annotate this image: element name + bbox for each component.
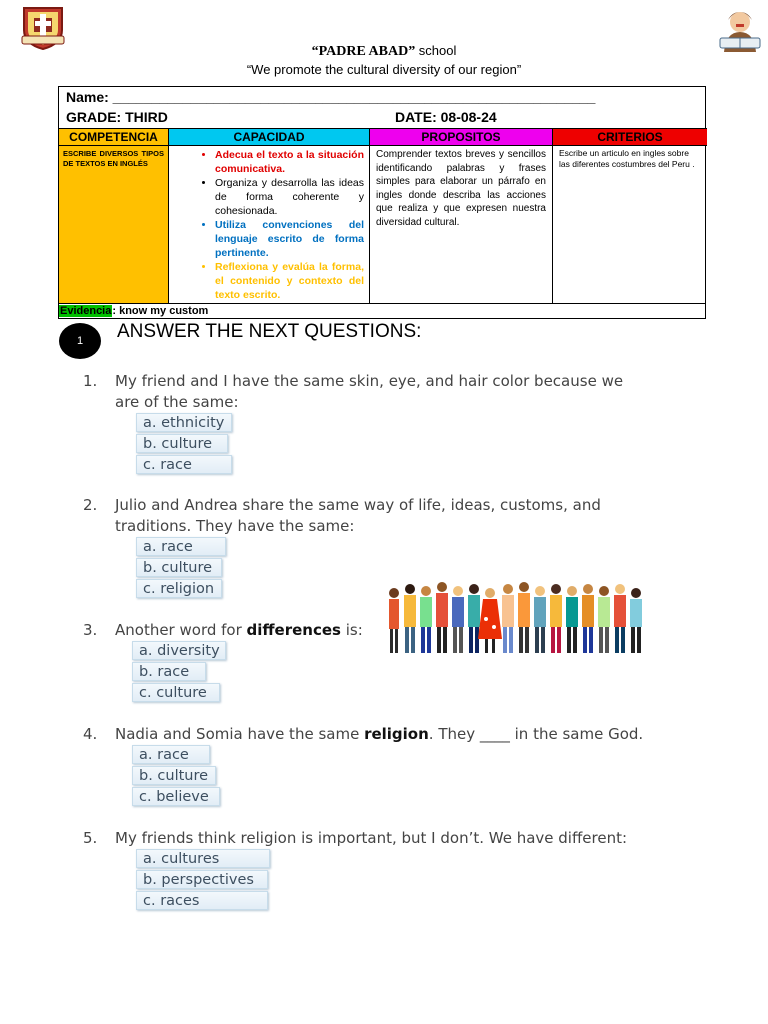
evidencia-label: Evidencia [60, 305, 112, 317]
school-name: PADRE ABAD [318, 44, 409, 59]
answer-option[interactable]: c. believe [132, 787, 220, 806]
question-text: Julio and Andrea share the same way of life, ideas, customs, and [115, 496, 601, 514]
evidencia-value: : know my custom [112, 305, 209, 317]
question-number: 5. [83, 829, 98, 847]
answer-option[interactable]: a. diversity [132, 641, 226, 660]
question-text-post: is: [340, 621, 363, 639]
title-quote-close: ” [408, 44, 416, 59]
criterios-text: Escribe un articulo en ingles sobre las diferentes costumbres del Peru . [559, 148, 695, 169]
answer-option[interactable]: c. religion [136, 579, 222, 598]
question-text [115, 620, 363, 641]
section-number-badge: 1 [59, 323, 101, 359]
question-text-pre: Another word for [115, 621, 247, 639]
question-keyword: differences [246, 621, 341, 639]
answer-option[interactable]: b. culture [132, 766, 216, 785]
question-text: My friend and I have the same skin, eye, and hair color because we [115, 372, 624, 390]
grade-label: GRADE: THIRD [66, 109, 168, 125]
capacidad-list [169, 146, 369, 302]
question-text: My friends think religion is important, but I don’t. We have different: [115, 829, 628, 847]
date-label: DATE: 08-08-24 [395, 109, 497, 125]
question-text [115, 724, 643, 745]
answer-option[interactable]: c. culture [132, 683, 220, 702]
question-number: 2. [83, 496, 98, 514]
title-quote-open: “ [311, 44, 319, 59]
answer-option[interactable]: a. race [132, 745, 210, 764]
header-propositos: PROPOSITOS [370, 128, 553, 145]
header-capacidad: CAPACIDAD [169, 128, 370, 145]
competencia-cell [59, 145, 169, 303]
answer-option[interactable]: b. culture [136, 434, 228, 453]
capacidad-item: • Adecua el texto a la situación comunicativa. [215, 148, 364, 176]
answer-option[interactable]: c. race [136, 455, 232, 474]
evidencia-row [59, 303, 705, 319]
answer-option[interactable]: c. races [136, 891, 268, 910]
capacidad-item: • Utiliza convenciones del lenguaje escrito de forma pertinente. [215, 218, 364, 260]
propositos-text: Comprender textos breves y sencillos identificando palabras y frases simples para elaborar un párrafo en ingles donde describa las acciones que realiza y que expresen nuestra diversidad cultural. [376, 149, 546, 228]
question-text-pre: Nadia and Somia have the same [115, 725, 365, 743]
question-number: 1. [83, 372, 98, 390]
competencia-text: ESCRIBE DIVERSOS TIPOS DE TEXTOS EN INGLÉS [63, 149, 164, 168]
criterios-cell [553, 145, 707, 303]
answer-option[interactable]: a. race [136, 537, 226, 556]
capacidad-cell [169, 145, 370, 303]
school-suffix: school [415, 43, 457, 58]
answer-option[interactable]: a. ethnicity [136, 413, 232, 432]
school-motto: “We promote the cultural diversity of our region” [246, 62, 522, 77]
question-number: 3. [83, 621, 98, 639]
school-title [0, 43, 768, 60]
answer-option[interactable]: b. culture [136, 558, 222, 577]
propositos-cell [370, 145, 553, 303]
question-keyword: religion [364, 725, 429, 743]
name-field[interactable]: Name: ______________________________________________________________ [66, 89, 596, 105]
question-text-post: . They ____ in the same God. [428, 725, 644, 743]
question-text: are of the same: [115, 393, 239, 411]
diverse-people-illustration [384, 579, 646, 656]
question-number: 4. [83, 725, 98, 743]
answer-option[interactable]: b. race [132, 662, 206, 681]
info-table [58, 86, 706, 319]
header-criterios: CRITERIOS [553, 128, 707, 145]
capacidad-item: • Reflexiona y evalúa la forma, el contenido y contexto del texto escrito. [215, 260, 364, 302]
capacidad-item: • Organiza y desarrolla las ideas de forma coherente y cohesionada. [215, 176, 364, 218]
section-title: ANSWER THE NEXT QUESTIONS: [117, 321, 422, 342]
answer-option[interactable]: a. cultures [136, 849, 270, 868]
answer-option[interactable]: b. perspectives [136, 870, 268, 889]
header-competencia: COMPETENCIA [59, 128, 169, 145]
question-text: traditions. They have the same: [115, 517, 355, 535]
